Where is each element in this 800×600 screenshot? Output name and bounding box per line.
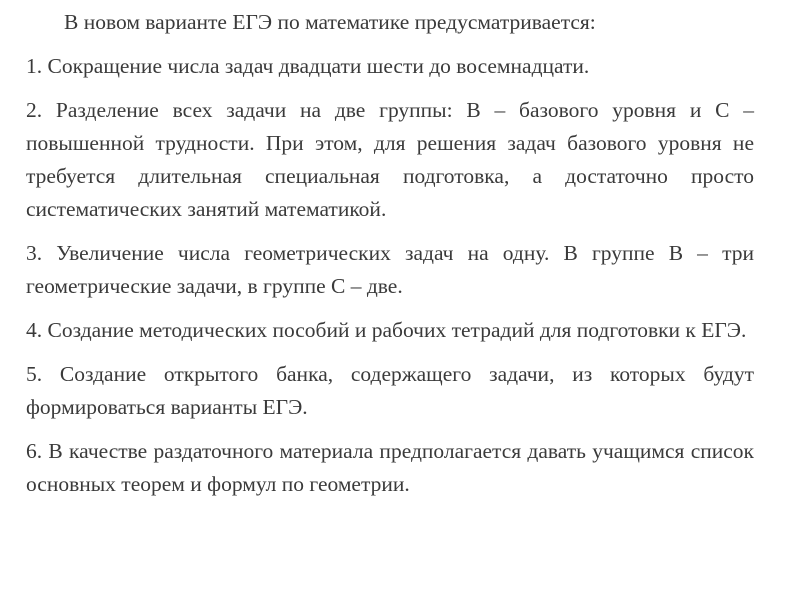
list-item-3: 3. Увеличение числа геометрических задач на одну. В группе В – три геометрические задачи, в группе С – две. <box>26 241 754 298</box>
list-item-5: 5. Создание открытого банка, содержащего задачи, из которых будут формироваться варианты ЕГЭ. <box>26 362 754 419</box>
slide-heading: В новом варианте ЕГЭ по математике предусматривается: <box>64 10 596 34</box>
list-item-1: 1. Сокращение числа задач двадцати шести до восемнадцати. <box>26 54 590 78</box>
list-item-6: 6. В качестве раздаточного материала предполагается давать учащимся список основных теорем и формул по геометрии. <box>26 439 754 496</box>
list-item-2: 2. Разделение всех задачи на две группы: В – базового уровня и С – повышенной трудности. При этом, для решения задач базового уровня не требуется длительная специальная подготовка, а достаточно просто систематических занятий математикой. <box>26 98 754 221</box>
list-item-4: 4. Создание методических пособий и рабочих тетрадий для подготовки к ЕГЭ. <box>26 318 747 342</box>
